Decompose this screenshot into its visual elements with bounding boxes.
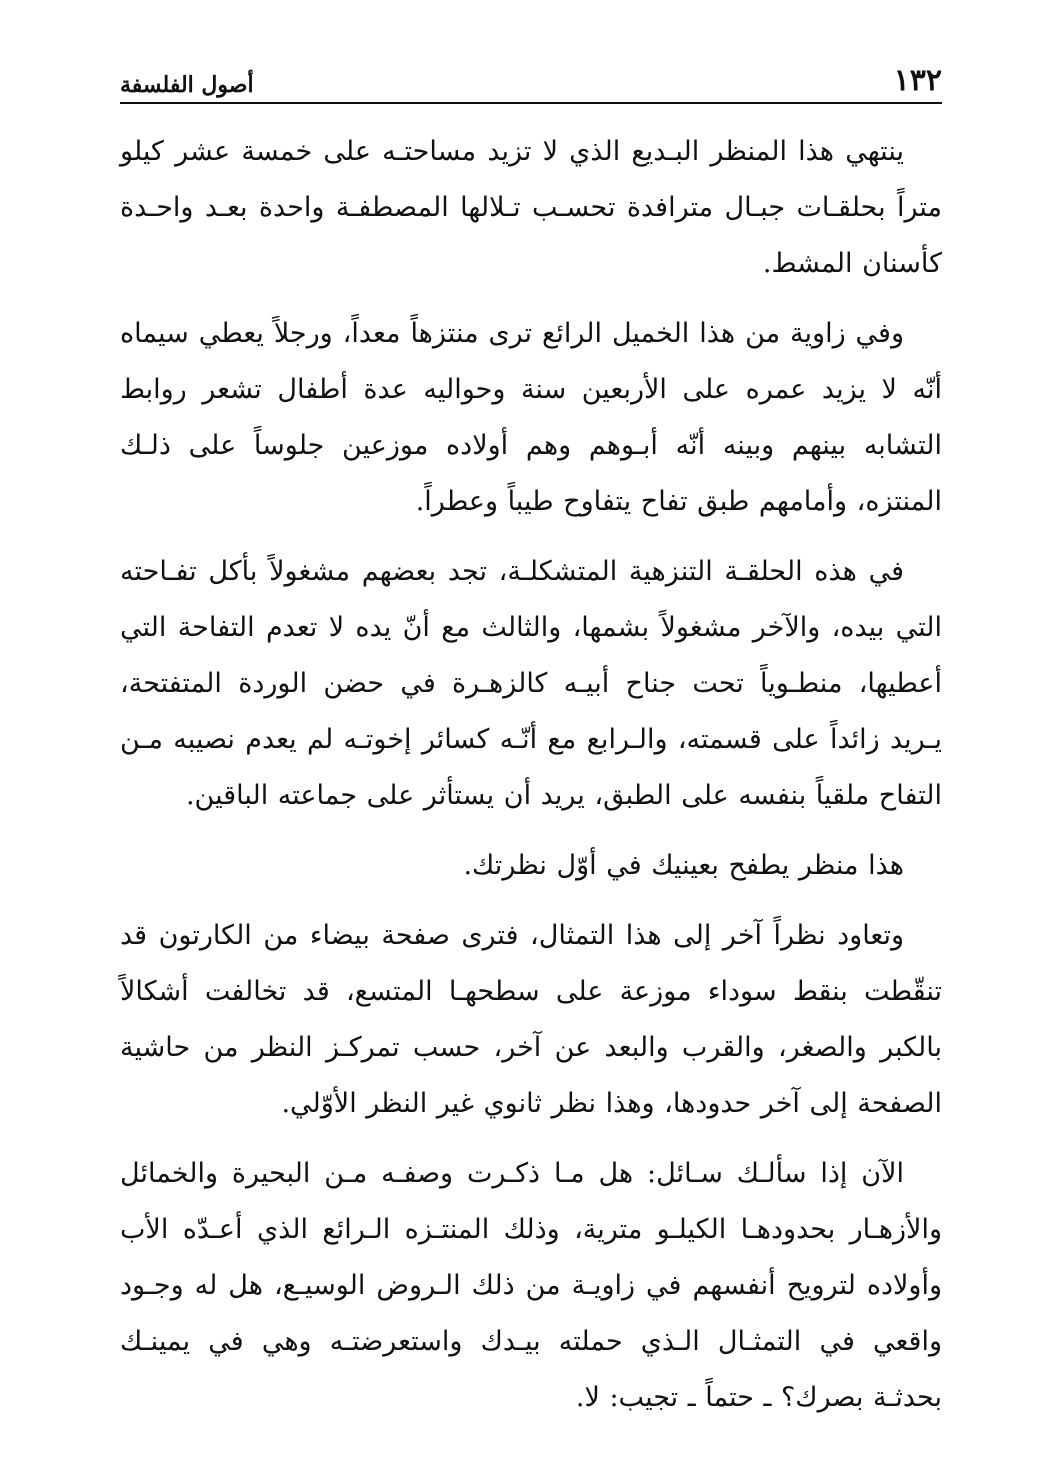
book-title: أصول الفلسفة [120, 72, 254, 98]
paragraph-children: في هذه الحلقـة التنزهية المتشكلـة، تجد بعضهم مشغولاً بأكل تفـاحته التي بيده، والآخر مشغولاً بشمها، والثالث مع أنّ يده لا تعدم التفاحة التي أعطيها، منطـوياً تحت جناح أبيـه كالزهـرة في حضن الوردة المتفتحة، يـريد زائداً على قسمته، والـرابع مع أنّـه كسائر إخوتـه لم يعدم نصيبه مـن التفاح ملقياً بنفسه على الطبق، يريد أن يستأثر على جماعته الباقين. [120, 556, 942, 811]
paragraph-first-glance: هذا منظر يطفح بعينيك في أوّل نظرتك. [463, 850, 904, 881]
paragraph-question: الآن إذا سألـك سـائل: هل مـا ذكـرت وصفـه مـن البحيرة والخمائل والأزهـار بحدودهـا الكيلـو مترية، وذلك المنتـزه الـرائع الذي أعـدّه الأب وأولاده لترويح أنفسهم في زاويـة من ذلك الـروض الوسيـع، هل له وجـود واقعي في التمثـال الـذي حملته بيـدك واستعرضتـه وهي في يمينـك بحدثـة بصرك؟ ـ حتماً ـ تجيب: لا. [120, 1158, 942, 1413]
paragraph-family-scene: وفي زاوية من هذا الخميل الرائع ترى منتزهاً معداً، ورجلاً يعطي سيماه أنّه لا يزيد عمره على الأربعين سنة وحواليه عدة أطفال تشعر روابط التشابه بينهم وبينه أنّه أبـوهم وهم أولاده موزعين جلوساً على ذلـك المنتزه، وأمامهم طبق تفاح يتفاوح طيباً وعطراً. [120, 318, 942, 517]
body-text [120, 124, 942, 1440]
paragraph-landscape: ينتهي هذا المنظر البـديع الذي لا تزيد مساحتـه على خمسة عشر كيلو متراً بحلقـات جبـال مترافدة تحسـب تـلالها المصطفـة واحدة بعـد واحـدة كأسنان المشط. [120, 136, 942, 279]
paragraph-second-look: وتعاود نظراً آخر إلى هذا التمثال، فترى صفحة بيضاء من الكارتون قد تنقّطت بنقط سوداء موزعة على سطحهـا المتسع، قد تخالفت أشكالاً بالكبر والصغر، والقرب والبعد عن آخر، حسب تمركـز النظر من حاشية الصفحة إلى آخر حدودها، وهذا نظر ثانوي غير النظر الأوّلي. [120, 920, 942, 1119]
running-header [120, 52, 942, 104]
page-number: ١٣٢ [893, 63, 942, 98]
